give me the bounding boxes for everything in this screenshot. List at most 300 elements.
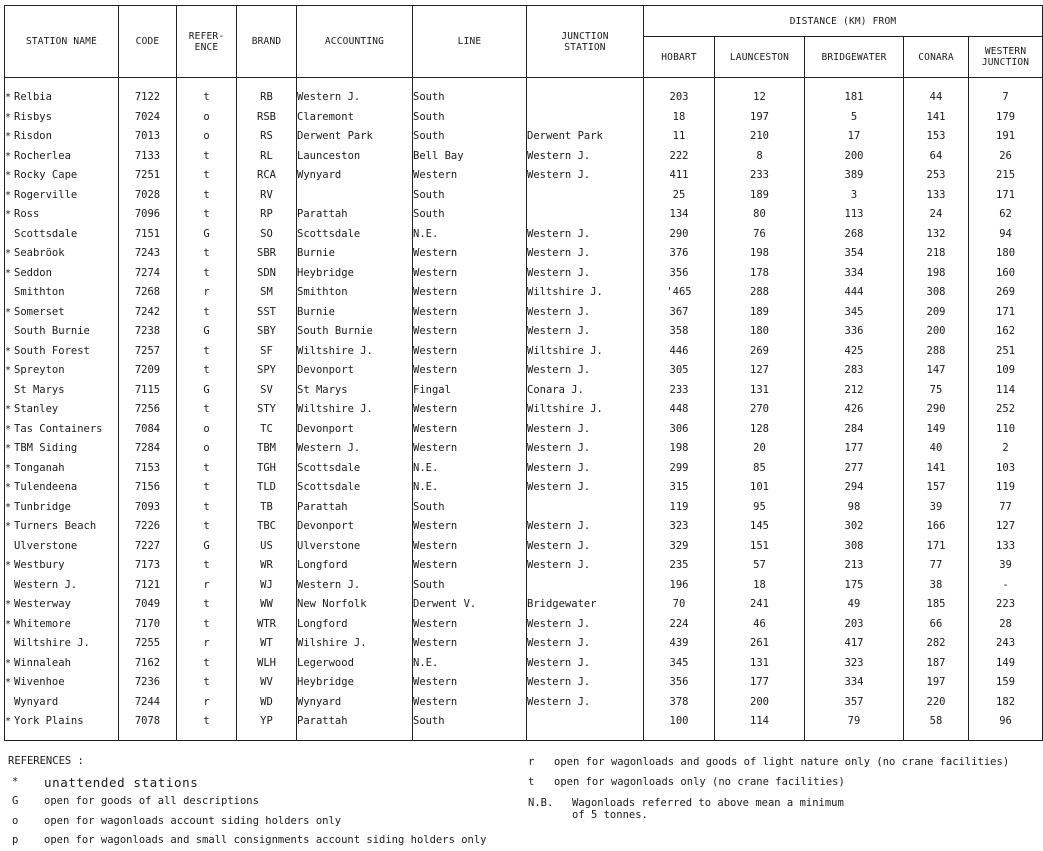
cell-distance-western-junction: 62 — [969, 205, 1043, 225]
cell-brand: SBR — [237, 244, 297, 264]
table-row — [5, 342, 1043, 362]
cell-reference: o — [177, 439, 237, 459]
cell-code: 7096 — [119, 205, 177, 225]
cell-accounting: Heybridge — [297, 264, 413, 284]
cell-brand: WR — [237, 556, 297, 576]
cell-distance-bridgewater: 345 — [805, 303, 904, 323]
cell-station-name — [5, 693, 119, 713]
cell-reference: t — [177, 166, 237, 186]
station-name-text: Relbia — [14, 91, 52, 103]
cell-distance-conara: 77 — [904, 556, 969, 576]
cell-distance-launceston: 128 — [715, 420, 805, 440]
cell-line: Western — [413, 264, 527, 284]
cell-distance-hobart: 198 — [644, 439, 715, 459]
cell-line: South — [413, 127, 527, 147]
cell-line: Bell Bay — [413, 147, 527, 167]
table-row — [5, 478, 1043, 498]
cell-distance-bridgewater: 302 — [805, 517, 904, 537]
cell-reference: t — [177, 673, 237, 693]
cell-junction-station: Western J. — [527, 634, 644, 654]
cell-station-name — [5, 361, 119, 381]
cell-junction-station: Western J. — [527, 615, 644, 635]
reference-item-g — [8, 792, 518, 812]
cell-reference: o — [177, 108, 237, 128]
cell-distance-hobart: 222 — [644, 147, 715, 167]
reference-item-star — [8, 773, 518, 793]
cell-distance-launceston: 269 — [715, 342, 805, 362]
col-header-reference: REFER- ENCE — [177, 6, 237, 78]
cell-distance-hobart: 376 — [644, 244, 715, 264]
cell-station-name — [5, 498, 119, 518]
cell-brand: STY — [237, 400, 297, 420]
cell-distance-hobart: 329 — [644, 537, 715, 557]
cell-distance-hobart: 448 — [644, 400, 715, 420]
station-name-text: South Forest — [14, 344, 90, 357]
cell-accounting: Longford — [297, 556, 413, 576]
cell-distance-bridgewater: 203 — [805, 615, 904, 635]
cell-junction-station: Western J. — [527, 166, 644, 186]
cell-reference: t — [177, 517, 237, 537]
references-title: REFERENCES : — [8, 755, 84, 767]
cell-accounting: Smithton — [297, 283, 413, 303]
nb-line-2: of 5 tonnes. — [572, 809, 648, 821]
cell-line: N.E. — [413, 654, 527, 674]
col-header-launceston: LAUNCESTON — [715, 37, 805, 78]
cell-distance-launceston: 101 — [715, 478, 805, 498]
cell-reference: t — [177, 556, 237, 576]
table-row — [5, 186, 1043, 206]
cell-distance-western-junction: 26 — [969, 147, 1043, 167]
cell-distance-conara: 149 — [904, 420, 969, 440]
cell-distance-bridgewater: 425 — [805, 342, 904, 362]
cell-junction-station: Derwent Park — [527, 127, 644, 147]
cell-distance-conara: 200 — [904, 322, 969, 342]
cell-distance-conara: 147 — [904, 361, 969, 381]
cell-distance-western-junction: 171 — [969, 186, 1043, 206]
table-row — [5, 517, 1043, 537]
cell-reference: t — [177, 264, 237, 284]
station-name-text: Wynyard — [14, 695, 59, 708]
reference-text: open for wagonloads and goods of light nature only (no crane facilities) — [554, 756, 1010, 768]
cell-distance-hobart: 11 — [644, 127, 715, 147]
cell-station-name — [5, 576, 119, 596]
cell-junction-station — [527, 108, 644, 128]
cell-junction-station: Western J. — [527, 654, 644, 674]
table-row — [5, 595, 1043, 615]
cell-station-name — [5, 166, 119, 186]
cell-station-name — [5, 517, 119, 537]
cell-reference: t — [177, 342, 237, 362]
cell-station-name — [5, 537, 119, 557]
cell-distance-bridgewater: 181 — [805, 78, 904, 108]
cell-line: Western — [413, 439, 527, 459]
cell-code: 7115 — [119, 381, 177, 401]
station-name-text: Seddon — [14, 266, 52, 279]
cell-station-name — [5, 322, 119, 342]
unattended-star-marker: * — [5, 365, 12, 376]
reference-symbol: G — [12, 795, 19, 807]
cell-line: N.E. — [413, 459, 527, 479]
cell-brand: SF — [237, 342, 297, 362]
cell-junction-station: Western J. — [527, 303, 644, 323]
references-legend-right — [528, 752, 1022, 821]
col-header-conara: CONARA — [904, 37, 969, 78]
table-row — [5, 361, 1043, 381]
cell-brand: RCA — [237, 166, 297, 186]
cell-code: 7162 — [119, 654, 177, 674]
cell-distance-conara: 198 — [904, 264, 969, 284]
cell-code: 7028 — [119, 186, 177, 206]
cell-junction-station: Western J. — [527, 673, 644, 693]
cell-brand: RV — [237, 186, 297, 206]
cell-junction-station: Wiltshire J. — [527, 283, 644, 303]
cell-junction-station: Western J. — [527, 439, 644, 459]
cell-line: Fingal — [413, 381, 527, 401]
cell-accounting — [297, 186, 413, 206]
cell-reference: G — [177, 381, 237, 401]
cell-distance-hobart: 18 — [644, 108, 715, 128]
table-row — [5, 693, 1043, 713]
cell-distance-hobart: 25 — [644, 186, 715, 206]
col-header-station-name: STATION NAME — [5, 6, 119, 78]
reference-item-r — [528, 752, 1022, 772]
table-row — [5, 634, 1043, 654]
cell-distance-bridgewater: 177 — [805, 439, 904, 459]
cell-reference: t — [177, 78, 237, 108]
station-name-text: Whitemore — [14, 617, 71, 630]
cell-code: 7173 — [119, 556, 177, 576]
cell-line: Western — [413, 693, 527, 713]
cell-accounting: Launceston — [297, 147, 413, 167]
reference-text: open for wagonloads only (no crane facilities) — [554, 776, 845, 788]
cell-station-name — [5, 381, 119, 401]
cell-junction-station — [527, 712, 644, 740]
cell-line: N.E. — [413, 478, 527, 498]
cell-distance-bridgewater: 389 — [805, 166, 904, 186]
station-name-text: Western J. — [14, 578, 78, 591]
cell-distance-western-junction: 252 — [969, 400, 1043, 420]
cell-line: Western — [413, 673, 527, 693]
cell-distance-western-junction: 159 — [969, 673, 1043, 693]
cell-distance-hobart: 358 — [644, 322, 715, 342]
table-row — [5, 78, 1043, 108]
cell-line: South — [413, 498, 527, 518]
cell-brand: WW — [237, 595, 297, 615]
table-row — [5, 537, 1043, 557]
cell-distance-conara: 24 — [904, 205, 969, 225]
cell-accounting: Devonport — [297, 517, 413, 537]
cell-distance-conara: 38 — [904, 576, 969, 596]
unattended-star-marker: * — [5, 345, 12, 357]
cell-brand: WLH — [237, 654, 297, 674]
cell-distance-bridgewater: 323 — [805, 654, 904, 674]
cell-accounting: Parattah — [297, 498, 413, 518]
cell-code: 7256 — [119, 400, 177, 420]
cell-code: 7284 — [119, 439, 177, 459]
cell-line: Western — [413, 342, 527, 362]
cell-code: 7151 — [119, 225, 177, 245]
cell-distance-hobart: 315 — [644, 478, 715, 498]
cell-distance-launceston: 131 — [715, 381, 805, 401]
cell-distance-conara: 185 — [904, 595, 969, 615]
cell-distance-hobart: 235 — [644, 556, 715, 576]
cell-distance-launceston: 233 — [715, 166, 805, 186]
cell-junction-station: Bridgewater — [527, 595, 644, 615]
cell-distance-western-junction: 94 — [969, 225, 1043, 245]
cell-distance-conara: 64 — [904, 147, 969, 167]
cell-distance-launceston: 270 — [715, 400, 805, 420]
cell-distance-launceston: 189 — [715, 303, 805, 323]
unattended-star-marker: * — [5, 482, 12, 493]
cell-code: 7244 — [119, 693, 177, 713]
cell-junction-station: Western J. — [527, 264, 644, 284]
table-row — [5, 147, 1043, 167]
station-name-text: Tonganah — [14, 461, 65, 474]
cell-distance-bridgewater: 98 — [805, 498, 904, 518]
cell-reference: t — [177, 654, 237, 674]
cell-line: Derwent V. — [413, 595, 527, 615]
cell-station-name — [5, 264, 119, 284]
cell-code: 7242 — [119, 303, 177, 323]
cell-distance-conara: 133 — [904, 186, 969, 206]
cell-accounting: Parattah — [297, 712, 413, 740]
cell-distance-bridgewater: 336 — [805, 322, 904, 342]
cell-distance-bridgewater: 444 — [805, 283, 904, 303]
cell-line: Western — [413, 361, 527, 381]
cell-distance-launceston: 151 — [715, 537, 805, 557]
cell-reference: t — [177, 303, 237, 323]
cell-code: 7078 — [119, 712, 177, 740]
cell-brand: SBY — [237, 322, 297, 342]
station-name-text: Turners Beach — [14, 520, 97, 532]
cell-line: South — [413, 205, 527, 225]
cell-accounting: Parattah — [297, 205, 413, 225]
cell-distance-launceston: 46 — [715, 615, 805, 635]
station-name-text: Stanley — [14, 403, 59, 415]
cell-line: Western — [413, 556, 527, 576]
cell-reference: t — [177, 498, 237, 518]
reference-symbol: * — [12, 775, 19, 788]
cell-distance-launceston: 261 — [715, 634, 805, 654]
cell-junction-station: Western J. — [527, 478, 644, 498]
cell-distance-hobart: 367 — [644, 303, 715, 323]
cell-reference: G — [177, 537, 237, 557]
cell-station-name — [5, 556, 119, 576]
cell-brand: YP — [237, 712, 297, 740]
table-row — [5, 654, 1043, 674]
cell-line: Western — [413, 634, 527, 654]
references-legend — [8, 752, 518, 851]
cell-distance-western-junction: 149 — [969, 654, 1043, 674]
cell-distance-bridgewater: 308 — [805, 537, 904, 557]
cell-line: South — [413, 108, 527, 128]
reference-symbol: o — [12, 814, 19, 827]
unattended-star-marker: * — [5, 189, 12, 201]
cell-distance-hobart: 70 — [644, 595, 715, 615]
cell-distance-bridgewater: 354 — [805, 244, 904, 264]
cell-distance-hobart: 305 — [644, 361, 715, 381]
cell-distance-bridgewater: 284 — [805, 420, 904, 440]
cell-reference: t — [177, 400, 237, 420]
col-header-distance-group: DISTANCE (KM) FROM — [644, 6, 1043, 37]
cell-distance-launceston: 127 — [715, 361, 805, 381]
cell-distance-conara: 157 — [904, 478, 969, 498]
cell-code: 7153 — [119, 459, 177, 479]
cell-station-name — [5, 127, 119, 147]
cell-distance-conara: 58 — [904, 712, 969, 740]
cell-distance-conara: 141 — [904, 108, 969, 128]
cell-brand: TBM — [237, 439, 297, 459]
cell-station-name — [5, 283, 119, 303]
cell-station-name — [5, 400, 119, 420]
table-row — [5, 712, 1043, 740]
cell-reference: r — [177, 634, 237, 654]
station-name-text: Tulendeena — [14, 481, 78, 493]
cell-distance-hobart: 439 — [644, 634, 715, 654]
station-name-text: Rocky Cape — [14, 169, 78, 181]
cell-brand: TB — [237, 498, 297, 518]
cell-distance-conara: 220 — [904, 693, 969, 713]
cell-distance-bridgewater: 175 — [805, 576, 904, 596]
cell-accounting: Wiltshire J. — [297, 342, 413, 362]
cell-code: 7227 — [119, 537, 177, 557]
unattended-star-marker: * — [5, 92, 12, 103]
cell-accounting: Legerwood — [297, 654, 413, 674]
cell-junction-station: Western J. — [527, 517, 644, 537]
station-name-text: Wiltshire J. — [14, 637, 90, 649]
cell-distance-conara: 141 — [904, 459, 969, 479]
cell-distance-launceston: 80 — [715, 205, 805, 225]
cell-code: 7024 — [119, 108, 177, 128]
cell-distance-western-junction: - — [969, 576, 1043, 596]
cell-code: 7226 — [119, 517, 177, 537]
cell-reference: t — [177, 712, 237, 740]
table-row — [5, 439, 1043, 459]
table-row — [5, 322, 1043, 342]
station-name-text: Spreyton — [14, 364, 65, 376]
cell-distance-western-junction: 103 — [969, 459, 1043, 479]
cell-distance-western-junction: 269 — [969, 283, 1043, 303]
station-name-text: Smithton — [14, 286, 65, 298]
cell-station-name — [5, 439, 119, 459]
cell-distance-bridgewater: 277 — [805, 459, 904, 479]
cell-station-name — [5, 186, 119, 206]
unattended-star-marker: * — [5, 131, 12, 142]
unattended-star-marker: * — [5, 599, 12, 610]
cell-brand: TBC — [237, 517, 297, 537]
cell-brand: RS — [237, 127, 297, 147]
cell-reference: G — [177, 225, 237, 245]
station-name-text: Seabröok — [14, 247, 65, 259]
cell-junction-station: Western J. — [527, 322, 644, 342]
cell-junction-station: Western J. — [527, 556, 644, 576]
cell-distance-bridgewater: 5 — [805, 108, 904, 128]
cell-accounting: Wiltshire J. — [297, 400, 413, 420]
station-name-text: Westerway — [14, 598, 71, 610]
col-header-accounting: ACCOUNTING — [297, 6, 413, 78]
cell-distance-conara: 44 — [904, 78, 969, 108]
col-header-brand: BRAND — [237, 6, 297, 78]
cell-distance-bridgewater: 426 — [805, 400, 904, 420]
cell-distance-western-junction: 162 — [969, 322, 1043, 342]
cell-distance-launceston: 177 — [715, 673, 805, 693]
cell-distance-bridgewater: 334 — [805, 264, 904, 284]
table-row — [5, 459, 1043, 479]
cell-code: 7170 — [119, 615, 177, 635]
col-header-code: CODE — [119, 6, 177, 78]
cell-line: Western — [413, 420, 527, 440]
cell-station-name — [5, 595, 119, 615]
cell-brand: TGH — [237, 459, 297, 479]
cell-line: N.E. — [413, 225, 527, 245]
station-table — [4, 5, 1043, 741]
cell-distance-western-junction: 127 — [969, 517, 1043, 537]
cell-distance-western-junction: 182 — [969, 693, 1043, 713]
cell-line: Western — [413, 517, 527, 537]
reference-text: open for goods of all descriptions — [44, 795, 259, 807]
cell-distance-hobart: 119 — [644, 498, 715, 518]
table-row — [5, 420, 1043, 440]
cell-distance-bridgewater: 17 — [805, 127, 904, 147]
station-name-text: Scottsdale — [14, 227, 78, 240]
cell-distance-hobart: 323 — [644, 517, 715, 537]
cell-brand: WD — [237, 693, 297, 713]
table-row — [5, 127, 1043, 147]
col-header-junction-station: JUNCTION STATION — [527, 6, 644, 78]
station-name-text: Somerset — [14, 305, 65, 318]
cell-junction-station: Conara J. — [527, 381, 644, 401]
station-name-text: Winnaleah — [14, 656, 71, 669]
cell-distance-conara: 288 — [904, 342, 969, 362]
reference-symbol: r — [528, 756, 535, 768]
cell-accounting: South Burnie — [297, 322, 413, 342]
cell-brand: RSB — [237, 108, 297, 128]
cell-distance-bridgewater: 283 — [805, 361, 904, 381]
cell-code: 7084 — [119, 420, 177, 440]
cell-brand: US — [237, 537, 297, 557]
cell-line: Western — [413, 283, 527, 303]
unattended-star-marker: * — [5, 501, 12, 513]
cell-brand: WTR — [237, 615, 297, 635]
cell-accounting: New Norfolk — [297, 595, 413, 615]
station-name-text: Risbys — [14, 110, 52, 123]
station-name-text: Rocherlea — [14, 149, 71, 162]
table-row — [5, 381, 1043, 401]
cell-station-name — [5, 342, 119, 362]
unattended-star-marker: * — [5, 560, 12, 571]
cell-brand: SM — [237, 283, 297, 303]
cell-station-name — [5, 615, 119, 635]
cell-distance-launceston: 200 — [715, 693, 805, 713]
cell-distance-western-junction: 114 — [969, 381, 1043, 401]
cell-junction-station — [527, 205, 644, 225]
cell-station-name — [5, 78, 119, 108]
cell-distance-western-junction: 191 — [969, 127, 1043, 147]
cell-brand: SPY — [237, 361, 297, 381]
cell-line: Western — [413, 615, 527, 635]
nb-label: N.B. — [528, 797, 554, 809]
cell-station-name — [5, 244, 119, 264]
col-header-western-junction: WESTERN JUNCTION — [969, 37, 1043, 78]
cell-line: Western — [413, 537, 527, 557]
cell-brand: WT — [237, 634, 297, 654]
unattended-star-marker: * — [5, 111, 12, 123]
unattended-star-marker: * — [5, 267, 12, 279]
cell-accounting: Wynyard — [297, 166, 413, 186]
cell-code: 7209 — [119, 361, 177, 381]
cell-distance-hobart: 306 — [644, 420, 715, 440]
cell-brand: SO — [237, 225, 297, 245]
